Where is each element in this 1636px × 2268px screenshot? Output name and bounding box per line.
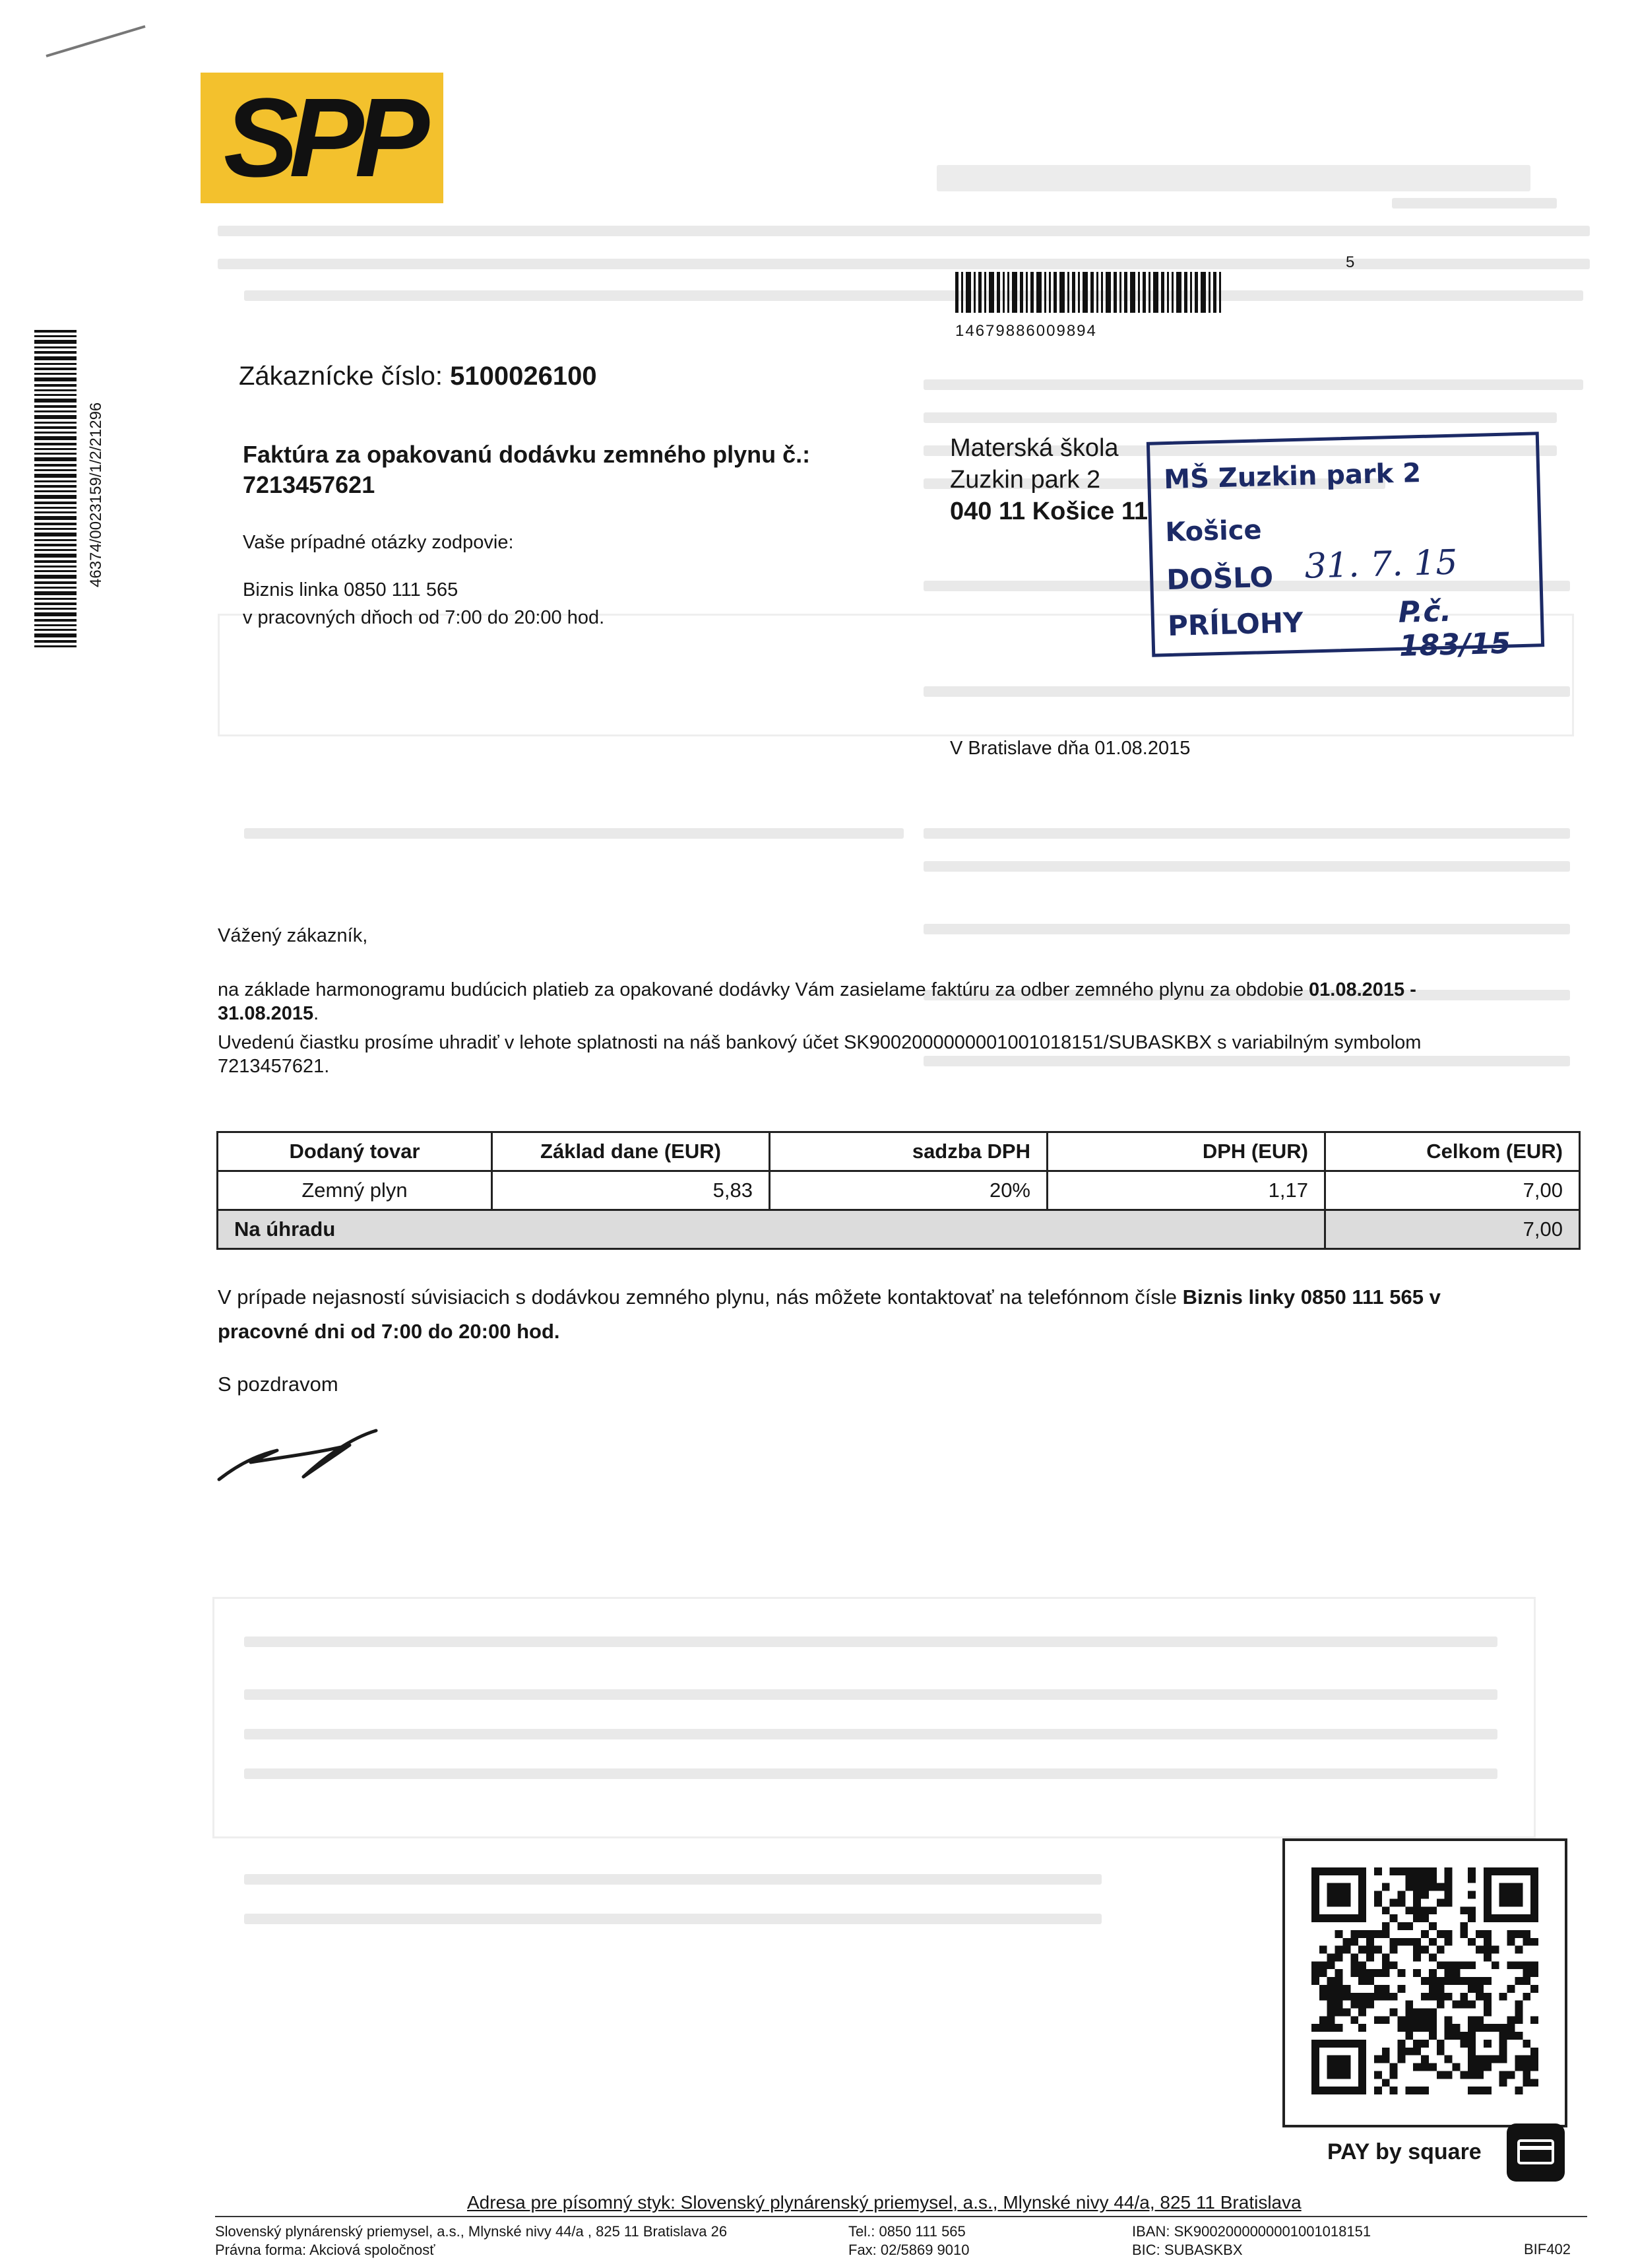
contact-hotline: Biznis linky 0850 111 565 v — [1182, 1285, 1441, 1309]
contact-text: V prípade nejasností súvisiacich s dodávkou zemného plynu, nás môžete kontaktovať na telefónnom čísle — [218, 1285, 1183, 1309]
recipient-city: 040 11 Košice 11 — [950, 498, 1148, 525]
footer-contact — [848, 2222, 969, 2259]
hotline-text: Biznis linka 0850 111 565 — [243, 579, 458, 600]
table-total-row — [218, 1210, 1580, 1249]
footer-bic: BIC: SUBASKBX — [1132, 2242, 1243, 2258]
table-header: DPH (EUR) — [1048, 1132, 1325, 1171]
signature — [211, 1419, 383, 1491]
questions-text: Vaše prípadné otázky zodpovie: — [243, 532, 514, 553]
letter-paragraph-1 — [218, 978, 1583, 1025]
invoice-title: Faktúra za opakovanú dodávku zemného plynu č.: — [243, 441, 811, 468]
stamp-line2: Košice — [1164, 515, 1263, 548]
side-barcode-text: 46374/0023159/1/2/21296 — [87, 402, 105, 587]
side-barcode — [34, 330, 77, 650]
p2-variable-symbol: 7213457621. — [218, 1056, 330, 1077]
table-header: sadzba DPH — [770, 1132, 1048, 1171]
footer-company-line2: Právna forma: Akciová spoločnosť — [215, 2242, 435, 2258]
footer-company-line1: Slovenský plynárenský priemysel, a.s., Mlynské nivy 44/a , 825 11 Bratislava 26 — [215, 2223, 728, 2240]
invoice-table — [216, 1131, 1581, 1250]
table-header: Celkom (EUR) — [1325, 1132, 1580, 1171]
payment-qr-box — [1282, 1838, 1567, 2127]
footer-fax: Fax: 02/5869 9010 — [848, 2242, 970, 2258]
table-cell: Zemný plyn — [218, 1171, 492, 1210]
footer-address: Adresa pre písomný styk: Slovenský plynárenský priemysel, a.s., Mlynské nivy 44/a, 825 11 Bratislava — [467, 2192, 1302, 2213]
recipient-name: Materská škola — [950, 434, 1119, 462]
table-cell: 1,17 — [1048, 1171, 1325, 1210]
logo-text: SPP — [223, 75, 421, 201]
table-cell: 20% — [770, 1171, 1048, 1210]
p1-period-end: 31.08.2015 — [218, 1003, 314, 1024]
customer-number-label: Zákaznícke číslo: — [239, 362, 443, 391]
closing: S pozdravom — [218, 1373, 338, 1396]
stamp-line1: MŠ Zuzkin park 2 — [1163, 457, 1422, 496]
recipient-street: Zuzkin park 2 — [950, 466, 1101, 494]
barcode-number: 14679886009894 — [955, 322, 1097, 340]
stamp-received-label: DOŠLO — [1166, 560, 1274, 597]
pay-by-square-label: PAY by square — [1327, 2139, 1482, 2164]
footer-iban: IBAN: SK9002000000001001018151 — [1132, 2223, 1371, 2240]
contact-paragraph — [218, 1280, 1577, 1349]
total-value: 7,00 — [1325, 1210, 1580, 1249]
payment-qr-code — [1311, 1867, 1538, 2094]
footer-bank — [1132, 2222, 1371, 2259]
table-cell: 7,00 — [1325, 1171, 1580, 1210]
table-cell: 5,83 — [492, 1171, 770, 1210]
hotline-hours: v pracovných dňoch od 7:00 do 20:00 hod. — [243, 607, 605, 628]
footer-company — [215, 2222, 727, 2259]
customer-number — [239, 362, 597, 391]
stamp-attachments-label: PRÍLOHY — [1167, 606, 1304, 643]
p1-period-start: 01.08.2015 - — [1309, 979, 1416, 1000]
footer-form-code: BIF402 — [1524, 2241, 1571, 2257]
contact-hours: pracovné dni od 7:00 do 20:00 hod. — [218, 1320, 560, 1343]
p1-end: . — [313, 1003, 319, 1024]
letter-paragraph-2 — [218, 1031, 1583, 1078]
scan-mark — [40, 20, 152, 59]
table-header: Základ dane (EUR) — [492, 1132, 770, 1171]
document-barcode — [955, 272, 1224, 313]
date-line: V Bratislave dňa 01.08.2015 — [950, 738, 1191, 759]
pay-by-square-icon — [1507, 2123, 1565, 2182]
table-header: Dodaný tovar — [218, 1132, 492, 1171]
received-stamp — [1147, 432, 1544, 663]
p1-text: na základe harmonogramu budúcich platieb za opakované dodávky Vám zasielame faktúru za odber zemného plynu za obdobie — [218, 979, 1309, 1000]
table-row — [218, 1171, 1580, 1210]
invoice-number: 7213457621 — [243, 471, 375, 498]
salutation: Vážený zákazník, — [218, 925, 368, 946]
table-header-row — [218, 1132, 1580, 1171]
stamp-reference: P.č. 183/15 — [1398, 594, 1511, 663]
page-number: 5 — [1346, 253, 1355, 271]
total-label: Na úhradu — [218, 1210, 1325, 1249]
customer-number-value: 5100026100 — [450, 362, 597, 391]
p2-text: Uvedenú čiastku prosíme uhradiť v lehote splatnosti na náš bankový účet SK9002000000001001018151/SUBASKBX s variabilným symbolom — [218, 1032, 1422, 1053]
spp-logo — [201, 73, 443, 203]
footer-divider — [215, 2216, 1587, 2217]
footer-tel: Tel.: 0850 111 565 — [848, 2223, 966, 2240]
stamp-received-date: 31. 7. 15 — [1304, 542, 1459, 587]
